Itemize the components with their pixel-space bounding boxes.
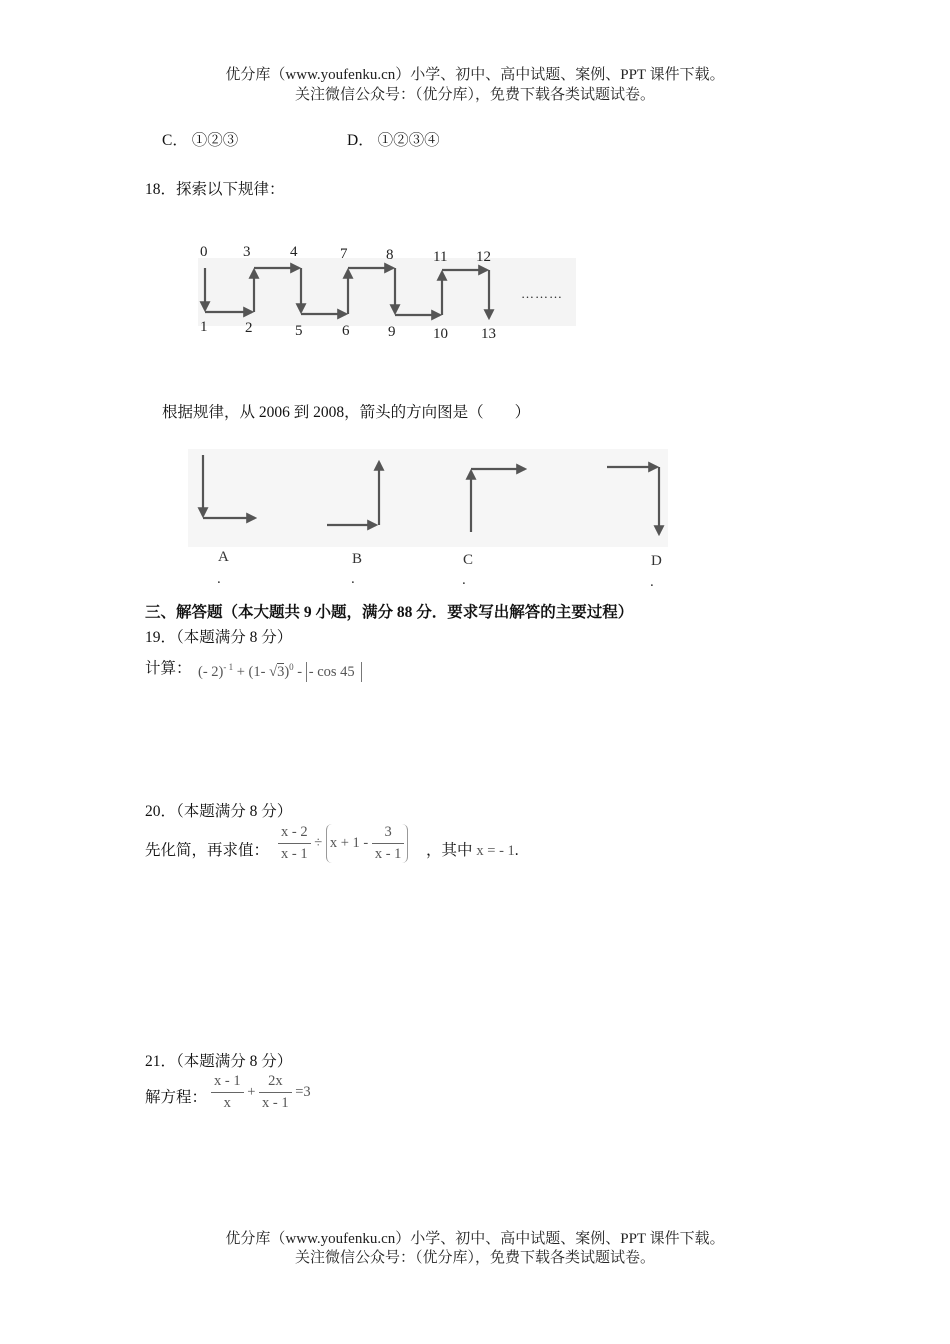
num-2: 2 bbox=[245, 320, 253, 336]
q20-condition-line bbox=[426, 838, 519, 860]
q19-sqrt-radicand: 3 bbox=[277, 663, 285, 680]
q20-end: . bbox=[514, 842, 519, 859]
option-c-label: C bbox=[463, 552, 474, 568]
option-a-label: A bbox=[218, 549, 229, 565]
q19-term4: - bbox=[297, 663, 303, 680]
num-9: 9 bbox=[388, 324, 396, 340]
q17-option-c-value: ①②③ bbox=[191, 132, 239, 149]
q21-fraction-1 bbox=[211, 1073, 244, 1112]
option-d-label: D bbox=[651, 553, 662, 569]
q19-stem: 19．（本题满分 8 分） bbox=[145, 629, 293, 646]
footer-line-1: 优分库（www.youfenku.cn）小学、初中、高中试题、案例、PPT 课件下载。 bbox=[225, 1231, 725, 1247]
q21-prompt: 解方程： bbox=[145, 1089, 208, 1106]
q18-question: 根据规律，从 2006 到 2008，箭头的方向图是（ ） bbox=[162, 404, 531, 421]
header-line-1: 优分库（www.youfenku.cn）小学、初中、高中试题、案例、PPT 课件下载。 bbox=[225, 67, 725, 83]
num-10: 10 bbox=[433, 326, 448, 342]
num-12: 12 bbox=[476, 249, 491, 265]
q21-plus: + bbox=[247, 1084, 256, 1100]
q19-sqrt: √3 bbox=[269, 663, 285, 680]
option-a-dot: . bbox=[217, 571, 221, 587]
options-shading bbox=[188, 449, 668, 547]
q19-exp1: - 1 bbox=[223, 662, 234, 672]
q21-frac1-den: x bbox=[223, 1095, 231, 1111]
num-6: 6 bbox=[342, 323, 350, 339]
q19-abs bbox=[306, 662, 362, 682]
q21-frac1-num: x - 1 bbox=[211, 1073, 244, 1093]
option-c-dot: . bbox=[462, 572, 466, 588]
q20-frac1-num: x - 2 bbox=[278, 824, 311, 844]
q20-frac1-den: x - 1 bbox=[281, 846, 308, 862]
q21-stem: 21．（本题满分 8 分） bbox=[145, 1053, 293, 1070]
q20-stem: 20．（本题满分 8 分） bbox=[145, 803, 293, 820]
q19-expression bbox=[198, 662, 362, 681]
q17-option-d-value: ①②③④ bbox=[377, 132, 440, 149]
num-7: 7 bbox=[340, 246, 348, 262]
header-line-2: 关注微信公众号：（优分库），免费下载各类试题试卷。 bbox=[294, 87, 655, 103]
q19-term2: + (1- bbox=[236, 663, 266, 680]
num-1: 1 bbox=[200, 319, 208, 335]
q17-option-c-label: C． bbox=[162, 132, 188, 149]
section3-title: 三、解答题（本大题共 9 小题，满分 88 分．要求写出解答的主要过程） bbox=[145, 604, 634, 621]
option-b-label: B bbox=[352, 551, 363, 567]
q20-frac2-num: 3 bbox=[372, 824, 405, 844]
footer-line-2: 关注微信公众号：（优分库），免费下载各类试题试卷。 bbox=[294, 1250, 655, 1266]
q21-frac2-num: 2x bbox=[259, 1073, 292, 1093]
num-4: 4 bbox=[290, 244, 298, 260]
q21-frac2-den: x - 1 bbox=[262, 1095, 289, 1111]
q20-div: ÷ bbox=[314, 835, 323, 851]
num-3: 3 bbox=[243, 244, 251, 260]
q19-exp2: 0 bbox=[289, 662, 294, 672]
q19-abs-content: - cos 45 bbox=[308, 663, 355, 680]
num-13: 13 bbox=[481, 326, 496, 342]
q18-stem: 18．探索以下规律： bbox=[145, 181, 285, 198]
q21-rhs: =3 bbox=[295, 1084, 311, 1100]
q20-parenthesized bbox=[326, 824, 409, 863]
option-d-dot: . bbox=[650, 574, 654, 590]
q20-expression bbox=[278, 824, 408, 863]
q21-expression bbox=[211, 1073, 311, 1112]
q19-prompt: 计算： bbox=[145, 660, 192, 677]
q20-suffix: ，其中 bbox=[426, 842, 473, 859]
q20-fraction-2 bbox=[372, 824, 405, 863]
num-5: 5 bbox=[295, 323, 303, 339]
q20-frac2-den: x - 1 bbox=[374, 846, 402, 862]
num-8: 8 bbox=[386, 247, 394, 263]
num-0: 0 bbox=[200, 244, 208, 260]
option-b-dot: . bbox=[351, 571, 355, 587]
q19-term1: (- 2) bbox=[198, 663, 224, 680]
q20-prompt: 先化简，再求值： bbox=[145, 842, 270, 859]
q20-fraction-1 bbox=[278, 824, 311, 863]
num-11: 11 bbox=[433, 249, 448, 265]
pattern-ellipsis: ……… bbox=[521, 286, 563, 301]
q18-pattern-figure bbox=[0, 0, 950, 600]
q17-option-d-label: D． bbox=[347, 132, 374, 149]
q20-inner-term: x + 1 - bbox=[329, 835, 369, 851]
q20-condition: x = - 1 bbox=[476, 843, 515, 859]
q19-term3: ) bbox=[284, 663, 290, 680]
q21-fraction-2 bbox=[259, 1073, 292, 1112]
